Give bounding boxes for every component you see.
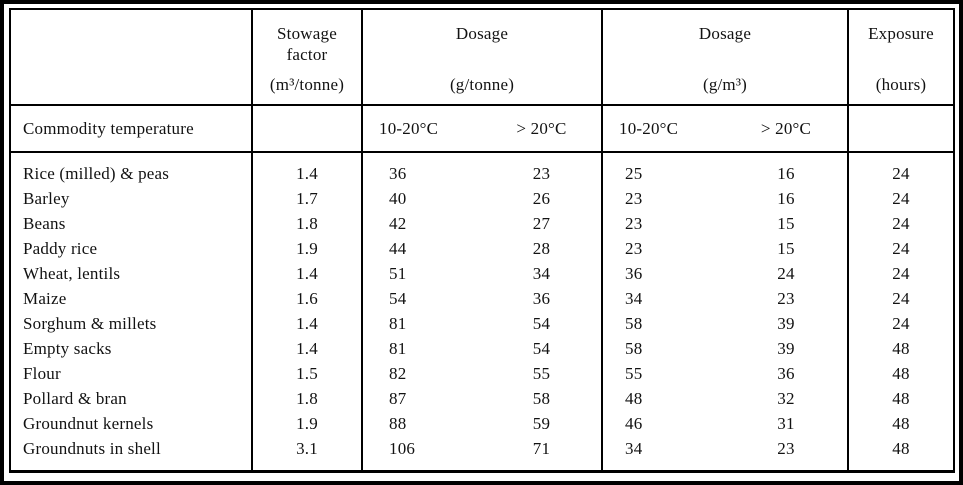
cell-dosage-g-m3-gt20: 15 <box>725 211 848 236</box>
cell-dosage-g-m3-10-20: 23 <box>625 239 643 258</box>
cell-dosage-g-m3-gt20: 36 <box>725 361 848 386</box>
cell-exposure-hours: 48 <box>892 364 910 383</box>
cell-dosage-g-m3-10-20: 25 <box>625 164 643 183</box>
cell-dosage-g-m3-10-20: 48 <box>625 389 643 408</box>
cell-dosage-g-tonne-10-20: 54 <box>389 289 407 308</box>
cell-stowage-factor: 1.4 <box>252 261 362 286</box>
cell-commodity: Barley <box>10 186 252 211</box>
cell-dosage-g-m3-10-20: 34 <box>625 439 643 458</box>
table-row <box>10 436 954 472</box>
stowage-factor-label <box>277 23 337 65</box>
cell-dosage-g-tonne-10-20: 42 <box>389 214 407 233</box>
cell-commodity: Paddy rice <box>10 236 252 261</box>
dosage-per-tonne-label: Dosage <box>455 24 509 43</box>
table-row <box>10 211 954 236</box>
cell-exposure-hours: 24 <box>892 289 910 308</box>
cell-dosage-g-m3-10-20: 34 <box>625 289 643 308</box>
header-g-m3-temp-low: 10-20°C <box>602 105 725 152</box>
cell-dosage-g-m3-10-20: 23 <box>625 189 643 208</box>
table-row <box>10 152 954 186</box>
cell-exposure-hours: 24 <box>892 189 910 208</box>
cell-dosage-g-tonne-10-20: 87 <box>389 389 407 408</box>
cell-dosage-g-m3-gt20: 24 <box>725 261 848 286</box>
header-row-temperature <box>10 105 954 152</box>
cell-commodity: Empty sacks <box>10 336 252 361</box>
table-header <box>10 9 954 152</box>
cell-dosage-g-tonne-gt20: 26 <box>482 186 602 211</box>
cell-commodity: Groundnuts in shell <box>10 436 252 472</box>
cell-exposure-hours: 24 <box>892 214 910 233</box>
cell-stowage-factor: 1.7 <box>252 186 362 211</box>
cell-commodity: Wheat, lentils <box>10 261 252 286</box>
header-empty-corner <box>10 9 252 105</box>
cell-dosage-g-m3-gt20: 23 <box>725 286 848 311</box>
cell-stowage-factor: 1.9 <box>252 236 362 261</box>
table-row <box>10 386 954 411</box>
cell-dosage-g-tonne-gt20: 71 <box>482 436 602 472</box>
cell-dosage-g-tonne-10-20: 40 <box>389 189 407 208</box>
cell-stowage-factor: 1.8 <box>252 211 362 236</box>
cell-dosage-g-tonne-10-20: 51 <box>389 264 407 283</box>
dosage-per-m3-unit: (g/m³) <box>702 75 748 94</box>
cell-dosage-g-tonne-10-20: 81 <box>389 314 407 333</box>
cell-dosage-g-tonne-gt20: 23 <box>482 152 602 186</box>
cell-dosage-g-tonne-gt20: 27 <box>482 211 602 236</box>
cell-dosage-g-tonne-10-20: 44 <box>389 239 407 258</box>
cell-dosage-g-tonne-gt20: 55 <box>482 361 602 386</box>
cell-commodity: Sorghum & millets <box>10 311 252 336</box>
stowage-factor-unit: (m³/tonne) <box>269 75 345 94</box>
cell-dosage-g-m3-gt20: 16 <box>725 152 848 186</box>
table-row <box>10 186 954 211</box>
header-exposure-blank <box>848 105 954 152</box>
header-stowage-factor <box>252 9 362 105</box>
table-row <box>10 411 954 436</box>
cell-dosage-g-tonne-gt20: 59 <box>482 411 602 436</box>
table-row <box>10 286 954 311</box>
header-dosage-per-m3 <box>602 9 848 105</box>
cell-dosage-g-tonne-10-20: 106 <box>389 439 416 458</box>
header-g-m3-temp-high: > 20°C <box>725 105 848 152</box>
dosage-per-tonne-unit: (g/tonne) <box>449 75 515 94</box>
cell-stowage-factor: 1.4 <box>252 311 362 336</box>
cell-stowage-factor: 1.4 <box>252 152 362 186</box>
cell-exposure-hours: 24 <box>892 239 910 258</box>
cell-commodity: Beans <box>10 211 252 236</box>
cell-dosage-g-tonne-gt20: 54 <box>482 336 602 361</box>
cell-stowage-factor: 1.4 <box>252 336 362 361</box>
cell-exposure-hours: 24 <box>892 164 910 183</box>
header-dosage-per-tonne <box>362 9 602 105</box>
cell-commodity: Maize <box>10 286 252 311</box>
cell-dosage-g-m3-gt20: 16 <box>725 186 848 211</box>
cell-stowage-factor: 1.8 <box>252 386 362 411</box>
table-row <box>10 361 954 386</box>
cell-dosage-g-m3-gt20: 23 <box>725 436 848 472</box>
header-commodity-temperature: Commodity temperature <box>10 105 252 152</box>
table-row <box>10 311 954 336</box>
cell-dosage-g-tonne-gt20: 54 <box>482 311 602 336</box>
cell-dosage-g-tonne-gt20: 58 <box>482 386 602 411</box>
cell-dosage-g-m3-gt20: 32 <box>725 386 848 411</box>
header-g-tonne-temp-low: 10-20°C <box>362 105 482 152</box>
cell-stowage-factor: 1.5 <box>252 361 362 386</box>
cell-dosage-g-m3-10-20: 46 <box>625 414 643 433</box>
cell-exposure-hours: 24 <box>892 314 910 333</box>
cell-commodity: Flour <box>10 361 252 386</box>
cell-exposure-hours: 48 <box>892 414 910 433</box>
cell-dosage-g-m3-10-20: 58 <box>625 339 643 358</box>
cell-commodity: Rice (milled) & peas <box>10 152 252 186</box>
header-stowage-blank <box>252 105 362 152</box>
fumigation-dosage-table <box>9 8 955 473</box>
cell-dosage-g-m3-gt20: 39 <box>725 311 848 336</box>
cell-dosage-g-tonne-10-20: 88 <box>389 414 407 433</box>
header-exposure <box>848 9 954 105</box>
cell-dosage-g-tonne-gt20: 36 <box>482 286 602 311</box>
cell-stowage-factor: 3.1 <box>252 436 362 472</box>
cell-stowage-factor: 1.9 <box>252 411 362 436</box>
cell-dosage-g-tonne-gt20: 34 <box>482 261 602 286</box>
table-row <box>10 236 954 261</box>
cell-dosage-g-m3-10-20: 55 <box>625 364 643 383</box>
cell-dosage-g-m3-gt20: 31 <box>725 411 848 436</box>
cell-stowage-factor: 1.6 <box>252 286 362 311</box>
cell-dosage-g-tonne-gt20: 28 <box>482 236 602 261</box>
cell-dosage-g-m3-gt20: 39 <box>725 336 848 361</box>
cell-commodity: Pollard & bran <box>10 386 252 411</box>
cell-exposure-hours: 24 <box>892 264 910 283</box>
header-row-groups <box>10 9 954 105</box>
cell-dosage-g-tonne-10-20: 82 <box>389 364 407 383</box>
stowage-label-line2: factor <box>286 45 328 64</box>
header-g-tonne-temp-high: > 20°C <box>482 105 602 152</box>
cell-dosage-g-m3-gt20: 15 <box>725 236 848 261</box>
cell-dosage-g-m3-10-20: 23 <box>625 214 643 233</box>
cell-commodity: Groundnut kernels <box>10 411 252 436</box>
table-row <box>10 261 954 286</box>
exposure-label: Exposure <box>868 24 934 43</box>
exposure-unit: (hours) <box>875 75 927 94</box>
cell-dosage-g-m3-10-20: 36 <box>625 264 643 283</box>
cell-dosage-g-m3-10-20: 58 <box>625 314 643 333</box>
table-row <box>10 336 954 361</box>
stowage-label-line1: Stowage <box>277 24 337 43</box>
cell-dosage-g-tonne-10-20: 81 <box>389 339 407 358</box>
table-body <box>10 152 954 472</box>
cell-exposure-hours: 48 <box>892 439 910 458</box>
dosage-per-m3-label: Dosage <box>698 24 752 43</box>
cell-exposure-hours: 48 <box>892 339 910 358</box>
cell-dosage-g-tonne-10-20: 36 <box>389 164 407 183</box>
cell-exposure-hours: 48 <box>892 389 910 408</box>
